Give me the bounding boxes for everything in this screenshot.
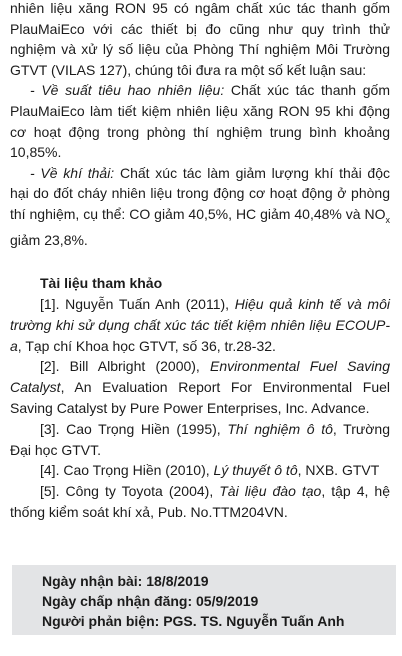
references-heading: Tài liệu tham khảo: [40, 274, 163, 291]
conclusion-fuel-consumption: [10, 80, 390, 162]
reference-item: [10, 294, 390, 356]
reference-lead: [5]. Công ty Toyota (2004),: [40, 483, 220, 500]
reference-lead: [2]. Bill Albright (2000),: [40, 358, 211, 375]
reference-title: Tài liệu đào tạo: [219, 483, 322, 500]
reference-tail: , NXB. GTVT: [297, 462, 380, 479]
reference-tail: , Tạp chí Khoa học GTVT, số 36, tr.28-32.: [17, 337, 276, 354]
reference-item: [10, 356, 390, 418]
conclusion-emissions: [10, 163, 390, 251]
received-date: Ngày nhận bài: 18/8/2019: [42, 573, 209, 589]
conclusion-emissions-tail: giảm 23,8%.: [10, 232, 88, 249]
nox-subscript: x: [385, 214, 390, 225]
reference-title: Environmental Fuel Saving Catalyst: [10, 358, 390, 396]
reference-title: Lý thuyết ô tô: [213, 462, 298, 479]
conclusion-fuel-text: Chất xúc tác thanh gốm PlauMaiEco làm tiết kiệm nhiên liệu xăng RON 95 khi động cơ hoạt động trong phòng thí nghiệm trung bình khoảng 10,85%.: [10, 82, 390, 161]
article-dates-box: [12, 565, 396, 635]
reviewer: Người phản biện: PGS. TS. Nguyễn Tuấn Anh: [42, 613, 345, 629]
reference-tail: , An Evaluation Report For Environmental Fuel Saving Catalyst by Pure Power Enterprises, Inc. Advance.: [10, 379, 390, 416]
conclusion-emissions-text: Chất xúc tác làm giảm lượng khí thải độc hại do đốt cháy nhiên liệu trong động cơ hoạt động ở phòng thí nghiệm, cụ thể: CO giảm 40,5%, HC giảm 40,48% và NO: [10, 164, 391, 222]
accepted-date: Ngày chấp nhận đăng: 05/9/2019: [42, 593, 259, 609]
reference-title: Hiệu quả kinh tế và môi trường khi sử dụng chất xúc tác tiết kiệm nhiên liệu ECOUP-a: [10, 295, 390, 354]
reference-item: [10, 481, 390, 523]
reference-lead: [3]. Cao Trọng Hiền (1995),: [40, 420, 228, 437]
reference-tail: , tập 4, hệ thống kiểm soát khí xả, Pub. No.TTM204VN.: [10, 483, 390, 520]
reference-tail: , Trường Đại học GTVT.: [10, 420, 390, 458]
reference-item: [10, 460, 390, 481]
conclusion-emissions-label: - Về khí thải:: [30, 164, 115, 181]
intro-paragraph: nhiên liệu xăng RON 95 có ngâm chất xúc tác thanh gốm PlauMaiEco với các thiết bị đo cũng như quy trình thử nghiệm và xử lý số liệu của Phòng Thí nghiệm Môi Trường GTVT (VILAS 127), chúng tôi đưa ra một số kết luận sau:: [10, 0, 390, 78]
reference-item: [10, 419, 390, 461]
reference-lead: [4]. Cao Trọng Hiền (2010),: [40, 462, 214, 479]
conclusion-fuel-label: - Về suất tiêu hao nhiên liệu:: [30, 82, 225, 99]
reference-lead: [1]. Nguyễn Tuấn Anh (2011),: [40, 295, 235, 312]
references-list: [10, 294, 390, 523]
reference-title: Thí nghiệm ô tô: [227, 420, 333, 437]
